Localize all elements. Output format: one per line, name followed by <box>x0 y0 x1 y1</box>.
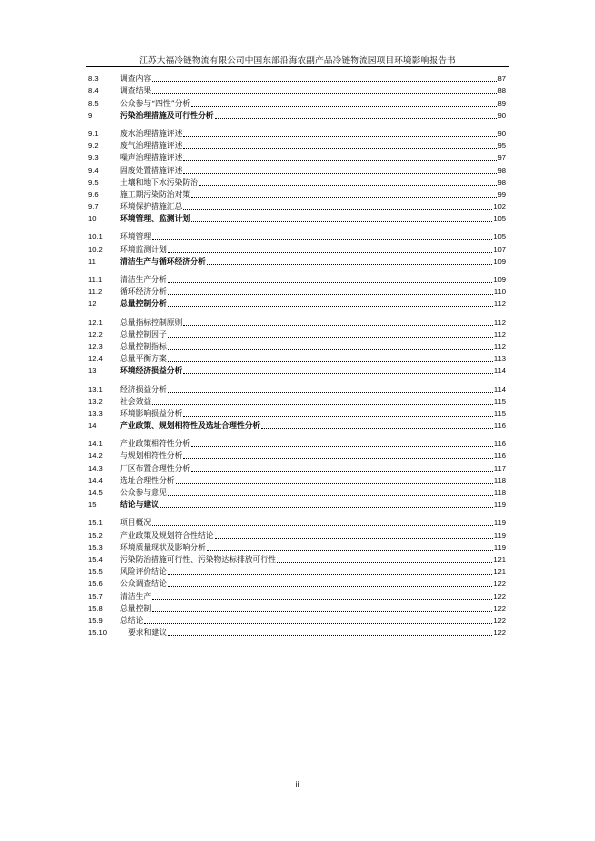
toc-entry-number: 15.4 <box>88 554 103 564</box>
toc-chapter-entry[interactable] <box>88 364 506 376</box>
dot-leader <box>207 550 493 551</box>
toc-entry-number: 14.3 <box>88 463 103 473</box>
toc-entry-number: 15.1 <box>88 518 103 528</box>
toc-entry-title: 污染防治措施可行性、污染物达标排放可行性 <box>120 554 276 564</box>
toc-entry[interactable] <box>88 614 506 626</box>
dot-leader <box>152 239 492 240</box>
toc-chapter-entry[interactable] <box>88 498 506 510</box>
toc-entry[interactable] <box>88 328 506 340</box>
dot-leader <box>168 392 493 393</box>
dot-leader <box>183 458 493 459</box>
toc-entry-page: 119 <box>493 530 506 540</box>
toc-entry-number: 10 <box>88 214 97 224</box>
toc-entry-page: 114 <box>493 366 506 376</box>
toc-entry-page: 90 <box>497 128 506 138</box>
dot-leader <box>183 136 496 137</box>
toc-entry[interactable] <box>88 577 506 589</box>
toc-entry-title: 环境监测计划 <box>120 244 167 254</box>
toc-entry-title: 环境管理、监测计划 <box>120 214 191 224</box>
toc-entry-number: 9.3 <box>88 153 99 163</box>
toc-entry-page: 105 <box>493 232 506 242</box>
dot-leader <box>152 404 493 405</box>
toc-entry-page: 121 <box>493 567 506 577</box>
toc-entry-title: 清洁生产 <box>120 591 152 601</box>
toc-entry-page: 122 <box>493 615 506 625</box>
toc-entry-page: 107 <box>493 244 506 254</box>
dot-leader <box>191 221 492 222</box>
dot-leader <box>183 373 493 374</box>
toc-entry-page: 105 <box>493 214 506 224</box>
toc-entry-page: 98 <box>497 177 506 187</box>
toc-entry-page: 90 <box>497 110 506 120</box>
toc-entry-title: 公众参与“四性”分析 <box>120 98 191 108</box>
dot-leader <box>152 81 496 82</box>
dot-leader <box>160 507 493 508</box>
toc-entry-title: 产业政策及规划符合性结论 <box>120 530 214 540</box>
toc-entry-number: 11 <box>88 256 96 266</box>
toc-entry-title: 厂区布置合理性分析 <box>120 463 191 473</box>
toc-entry[interactable] <box>88 127 506 139</box>
toc-entry-title: 公众参与意见 <box>120 488 167 497</box>
dot-leader <box>183 160 496 161</box>
toc-entry[interactable] <box>88 96 506 108</box>
toc-entry-page: 121 <box>493 554 506 564</box>
toc-entry-title: 污染治理措施及可行性分析 <box>120 110 214 120</box>
toc-entry[interactable] <box>88 461 506 473</box>
toc-entry-number: 14.4 <box>88 475 103 485</box>
toc-entry-title: 产业政策相符性分析 <box>120 439 191 449</box>
toc-entry[interactable] <box>88 176 506 188</box>
toc-entry[interactable] <box>88 541 506 553</box>
dot-leader <box>191 471 493 472</box>
dot-leader <box>168 635 492 636</box>
toc-entry-page: 112 <box>493 341 506 351</box>
toc-entry-number: 9.5 <box>88 177 99 187</box>
toc-entry-number: 12.4 <box>88 354 103 364</box>
toc-entry-title: 环境质量现状及影响分析 <box>120 542 206 552</box>
toc-entry[interactable] <box>88 474 506 486</box>
toc-chapter-entry[interactable] <box>88 419 506 431</box>
toc-entry-number: 15.3 <box>88 542 103 552</box>
toc-entry-page: 109 <box>493 275 506 284</box>
toc-entry-page: 98 <box>497 165 506 175</box>
toc-entry-title: 总量控制因子 <box>120 329 167 339</box>
toc-entry-title: 风险评价结论 <box>120 567 167 577</box>
toc-entry[interactable] <box>88 449 506 461</box>
page-number: ii <box>295 780 300 789</box>
toc-entry[interactable] <box>88 553 506 565</box>
toc-entry[interactable] <box>88 139 506 151</box>
toc-entry[interactable] <box>88 273 506 285</box>
toc-entry-number: 15.9 <box>88 615 103 625</box>
toc-entry-number: 12.1 <box>88 317 103 327</box>
toc-entry-page: 115 <box>493 396 506 406</box>
toc-entry[interactable] <box>88 395 506 407</box>
toc-entry-page: 88 <box>497 86 506 96</box>
toc-entry-title: 总量指标控制原则 <box>120 317 183 327</box>
toc-entry-number: 15.7 <box>88 591 103 601</box>
toc-entry[interactable] <box>88 84 506 96</box>
dot-leader <box>191 197 496 198</box>
dot-leader <box>207 264 493 265</box>
toc-entry-page: 99 <box>497 189 506 199</box>
toc-entry-title: 环境经济损益分析 <box>120 366 183 376</box>
toc-entry-number: 15.6 <box>88 579 103 589</box>
toc-entry-number: 12.2 <box>88 329 103 339</box>
toc-entry-title: 总量平衡方案 <box>120 354 167 364</box>
toc-entry-number: 8.5 <box>88 98 99 108</box>
dot-leader <box>144 623 492 624</box>
toc-entry-number: 9.7 <box>88 202 99 212</box>
toc-entry[interactable] <box>88 315 506 327</box>
toc-entry-number: 14 <box>88 421 97 431</box>
dot-leader <box>277 562 492 563</box>
toc-entry-number: 12 <box>88 299 97 309</box>
toc-entry[interactable] <box>88 285 506 297</box>
toc-entry[interactable] <box>88 565 506 577</box>
dot-leader <box>168 495 493 496</box>
toc-entry-title: 产业政策、规划相符性及选址合理性分析 <box>120 421 261 431</box>
toc-entry-number: 11.1 <box>88 275 103 284</box>
toc-entry-page: 89 <box>497 98 506 108</box>
toc-entry-number: 9.2 <box>88 141 99 151</box>
toc-entry[interactable] <box>88 407 506 419</box>
dot-leader <box>152 525 493 526</box>
toc-entry-page: 87 <box>497 74 506 84</box>
toc-entry-title: 总量控制 <box>120 603 152 613</box>
dot-leader <box>168 306 493 307</box>
toc-entry-number: 9 <box>88 110 93 120</box>
toc-entry-page: 116 <box>493 451 506 461</box>
toc-entry-title: 总量控制分析 <box>120 299 167 309</box>
dot-leader <box>183 416 493 417</box>
toc-entry-page: 109 <box>493 256 506 266</box>
toc-entry-number: 11.2 <box>88 287 103 297</box>
toc-entry[interactable] <box>88 352 506 364</box>
toc-entry-page: 122 <box>493 603 506 613</box>
toc-entry-page: 97 <box>497 153 506 163</box>
toc-entry[interactable] <box>88 242 506 254</box>
toc-entry-number: 14.5 <box>88 488 103 497</box>
dot-leader <box>183 325 493 326</box>
toc-entry-title: 总量控制指标 <box>120 341 167 351</box>
toc-entry-title: 经济损益分析 <box>120 384 167 394</box>
dot-leader <box>191 446 493 447</box>
dot-leader <box>168 282 493 283</box>
toc-entry[interactable] <box>88 437 506 449</box>
toc-entry[interactable] <box>88 382 506 394</box>
toc-entry-title: 循环经济分析 <box>120 287 167 297</box>
toc-entry[interactable] <box>88 602 506 614</box>
toc-entry[interactable] <box>88 528 506 540</box>
toc-entry-page: 112 <box>493 299 506 309</box>
toc-entry-page: 113 <box>493 354 506 364</box>
toc-entry[interactable] <box>88 163 506 175</box>
toc-entry-title: 选址合理性分析 <box>120 475 175 485</box>
toc-entry[interactable] <box>88 589 506 601</box>
toc-entry[interactable] <box>88 151 506 163</box>
toc-entry-number: 13.2 <box>88 396 103 406</box>
dot-leader <box>176 483 493 484</box>
toc-entry-page: 112 <box>493 317 506 327</box>
dot-leader <box>168 294 493 295</box>
toc-entry-title: 项目概况 <box>120 518 152 528</box>
toc-entry-page: 118 <box>493 488 506 497</box>
toc-chapter-entry[interactable] <box>88 297 506 309</box>
toc-entry-number: 14.1 <box>88 439 103 449</box>
toc-entry-page: 117 <box>493 463 506 473</box>
toc-entry-page: 122 <box>493 591 506 601</box>
toc-entry-title: 环境保护措施汇总 <box>120 202 183 212</box>
toc-entry-title: 社会效益 <box>120 396 152 406</box>
toc-entry[interactable] <box>88 200 506 212</box>
toc-entry-page: 118 <box>493 475 506 485</box>
dot-leader <box>168 586 493 587</box>
toc-entry-title: 废气治理措施评述 <box>120 141 183 151</box>
dot-leader <box>168 361 493 362</box>
toc-chapter-entry[interactable] <box>88 109 506 121</box>
toc-entry-title: 施工期污染防治对策 <box>120 189 191 199</box>
toc-entry-number: 10.2 <box>88 244 103 254</box>
dot-leader <box>168 252 493 253</box>
toc-entry-page: 115 <box>493 408 506 418</box>
dot-leader <box>215 538 493 539</box>
toc-entry-number: 8.4 <box>88 86 99 96</box>
toc-entry-page: 112 <box>493 329 506 339</box>
toc-entry-page: 122 <box>493 628 506 638</box>
dot-leader <box>168 349 493 350</box>
header-rule <box>86 66 509 67</box>
toc-entry-title: 清洁生产与循环经济分析 <box>120 256 206 266</box>
dot-leader <box>183 148 496 149</box>
toc-entry[interactable] <box>88 340 506 352</box>
toc-entry-title: 公众调查结论 <box>120 579 167 589</box>
toc-entry-title: 调查结果 <box>120 86 152 96</box>
toc-entry[interactable] <box>88 626 506 638</box>
toc-entry-page: 116 <box>493 421 506 431</box>
dot-leader <box>261 428 493 429</box>
toc-entry-number: 9.1 <box>88 128 99 138</box>
dot-leader <box>191 106 496 107</box>
dot-leader <box>215 118 497 119</box>
running-header: 江苏大福冷链物流有限公司中国东部沿海农副产品冷链物流园项目环境影响报告书 <box>139 56 456 66</box>
toc-entry-number: 10.1 <box>88 232 103 242</box>
toc-entry[interactable] <box>88 486 506 498</box>
dot-leader <box>183 209 492 210</box>
toc-entry[interactable] <box>88 72 506 84</box>
toc-entry-page: 116 <box>493 439 506 449</box>
toc-entry-title: 要求和建议 <box>128 628 167 638</box>
toc-entry-number: 9.4 <box>88 165 99 175</box>
toc-entry[interactable] <box>88 516 506 528</box>
toc-entry-title: 环境管理 <box>120 232 152 242</box>
toc-entry-title: 结论与建议 <box>120 500 159 510</box>
toc-entry-page: 119 <box>493 518 506 528</box>
toc-entry-number: 15.10 <box>88 628 108 638</box>
toc-chapter-entry[interactable] <box>88 212 506 224</box>
table-of-contents <box>88 72 506 638</box>
toc-entry-page: 119 <box>493 500 506 510</box>
dot-leader <box>152 93 496 94</box>
toc-entry-number: 13.3 <box>88 408 103 418</box>
toc-entry-title: 废水治理措施评述 <box>120 128 183 138</box>
toc-entry-page: 119 <box>493 542 506 552</box>
toc-entry-number: 8.3 <box>88 74 99 84</box>
toc-entry-number: 15.5 <box>88 567 103 577</box>
toc-entry-number: 15 <box>88 500 97 510</box>
dot-leader <box>183 173 496 174</box>
dot-leader <box>168 337 493 338</box>
toc-entry-page: 110 <box>493 287 506 297</box>
toc-entry-number: 13 <box>88 366 97 376</box>
toc-entry-page: 102 <box>493 202 506 212</box>
dot-leader <box>168 574 493 575</box>
toc-entry-title: 调查内容 <box>120 74 152 84</box>
toc-chapter-entry[interactable] <box>88 255 506 267</box>
toc-entry-page: 122 <box>493 579 506 589</box>
toc-entry-title: 环境影响损益分析 <box>120 408 183 418</box>
toc-entry-title: 与规划相符性分析 <box>120 451 183 461</box>
toc-entry-title: 土壤和地下水污染防治 <box>120 177 198 187</box>
toc-entry-number: 14.2 <box>88 451 103 461</box>
toc-entry-page: 95 <box>497 141 506 151</box>
dot-leader <box>152 599 492 600</box>
toc-entry[interactable] <box>88 188 506 200</box>
dot-leader <box>199 185 497 186</box>
toc-entry-title: 总结论 <box>120 615 144 625</box>
toc-entry-number: 12.3 <box>88 341 103 351</box>
toc-entry-title: 固废处置措施评述 <box>120 165 183 175</box>
toc-entry-title: 清洁生产分析 <box>120 275 167 284</box>
toc-entry[interactable] <box>88 230 506 242</box>
toc-entry-title: 噪声治理措施评述 <box>120 153 183 163</box>
toc-entry-number: 15.8 <box>88 603 103 613</box>
dot-leader <box>152 611 492 612</box>
toc-entry-number: 13.1 <box>88 384 103 394</box>
toc-entry-page: 114 <box>493 384 506 394</box>
toc-entry-number: 9.6 <box>88 189 99 199</box>
toc-entry-number: 15.2 <box>88 530 103 540</box>
